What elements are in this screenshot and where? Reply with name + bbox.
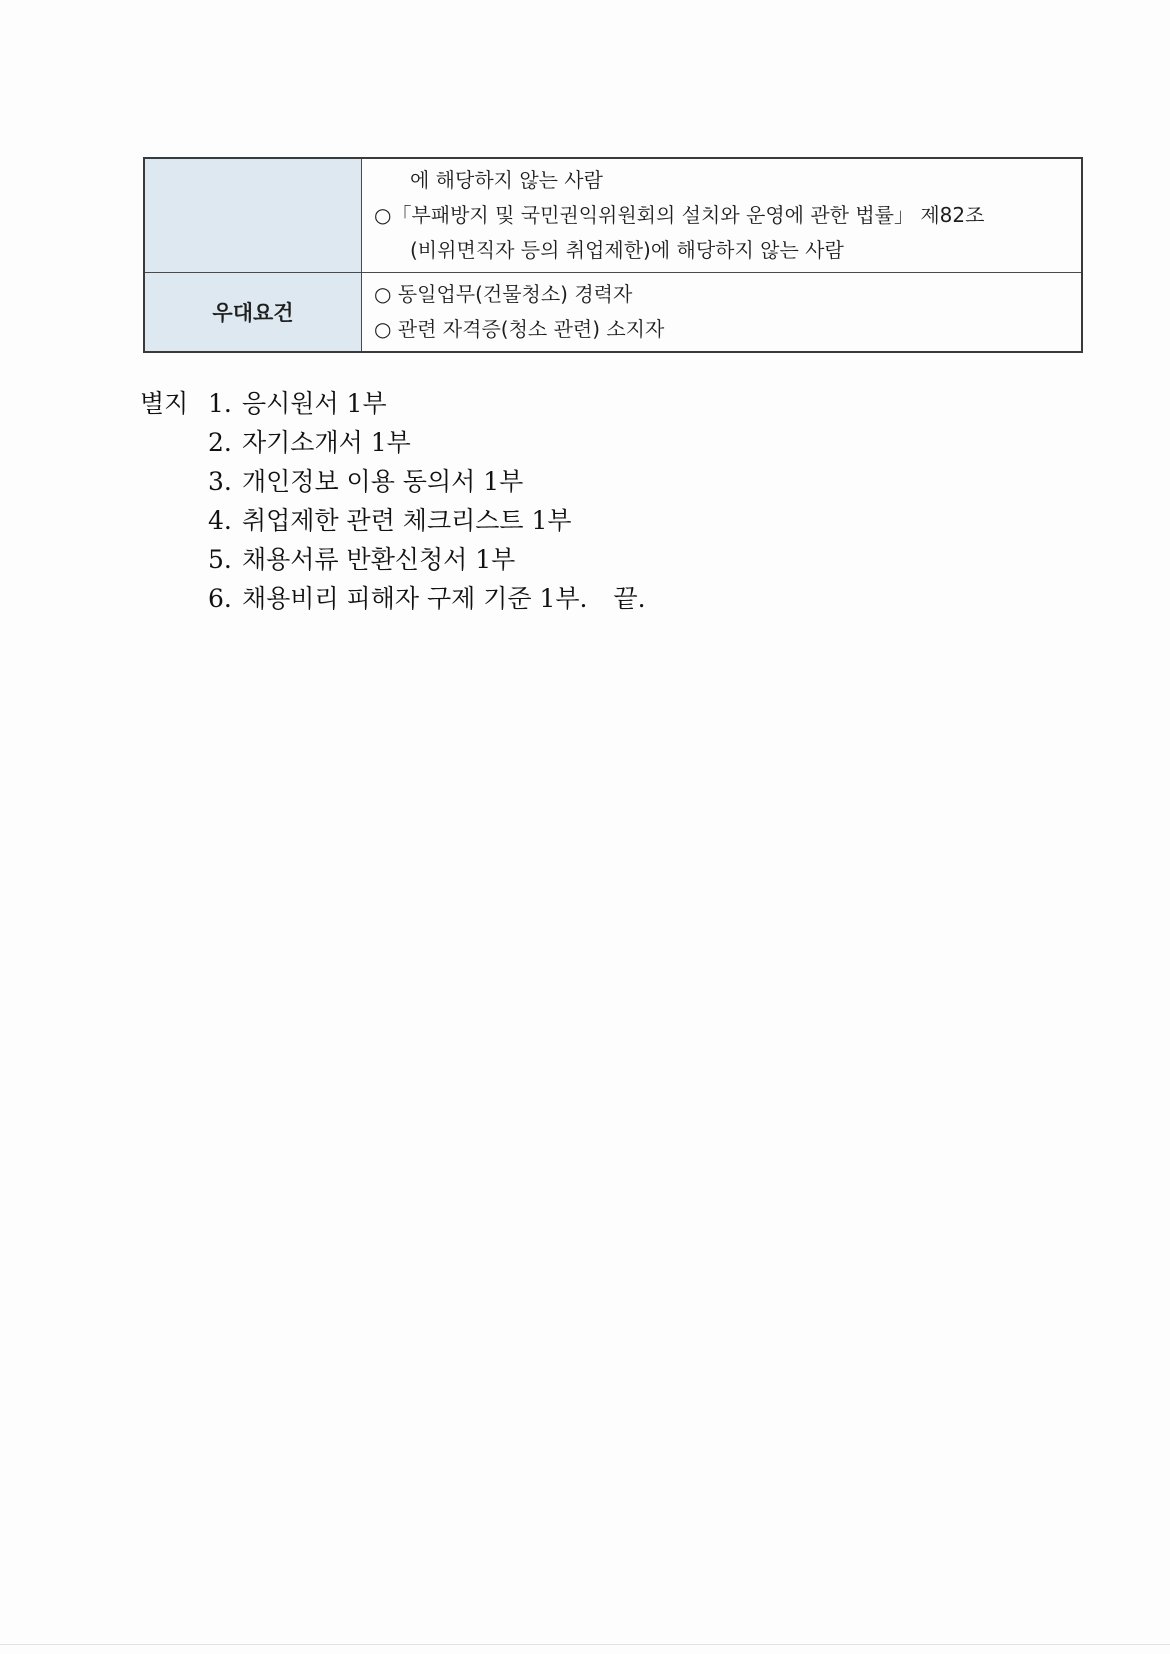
attachment-text: 취업제한 관련 체크리스트 1부 [242, 506, 572, 535]
attachment-number: 5. [208, 545, 232, 574]
preference-line: ○ 관련 자격증(청소 관련) 소지자 [374, 317, 665, 341]
attachments-list [140, 384, 646, 618]
attachment-number: 4. [208, 506, 232, 535]
list-item [140, 540, 646, 579]
list-item [140, 579, 646, 618]
attachment-text: 응시원서 1부 [242, 389, 387, 418]
preference-label-cell: 우대요건 [144, 273, 362, 353]
list-item [140, 423, 646, 462]
preference-line: ○ 동일업무(건물청소) 경력자 [374, 282, 633, 306]
table-content-cell [362, 273, 1083, 353]
attachment-text: 채용비리 피해자 구제 기준 1부. [242, 584, 588, 613]
table-label-cell [144, 158, 362, 273]
requirements-table [143, 157, 1083, 353]
table-content-cell [362, 158, 1083, 273]
scan-edge-line [0, 1644, 1170, 1645]
attachment-number: 6. [208, 584, 232, 613]
attachment-number: 2. [208, 428, 232, 457]
attachment-number: 3. [208, 467, 232, 496]
attachment-text: 개인정보 이용 동의서 1부 [242, 467, 524, 496]
requirement-line: ○「부패방지 및 국민권익위원회의 설치와 운영에 관한 법률」 제82조 [374, 203, 985, 227]
requirement-line: (비위면직자 등의 취업제한)에 해당하지 않는 사람 [410, 238, 844, 262]
attachment-text: 자기소개서 1부 [242, 428, 411, 457]
table-row [144, 158, 1082, 273]
attachments-heading: 별지 [140, 389, 189, 418]
attachment-text: 채용서류 반환신청서 1부 [242, 545, 516, 574]
table-row [144, 273, 1082, 353]
list-item [140, 384, 646, 423]
list-item [140, 501, 646, 540]
requirement-line: 에 해당하지 않는 사람 [410, 168, 603, 192]
list-item [140, 462, 646, 501]
attachment-number: 1. [208, 389, 232, 418]
end-mark: 끝. [613, 584, 646, 613]
